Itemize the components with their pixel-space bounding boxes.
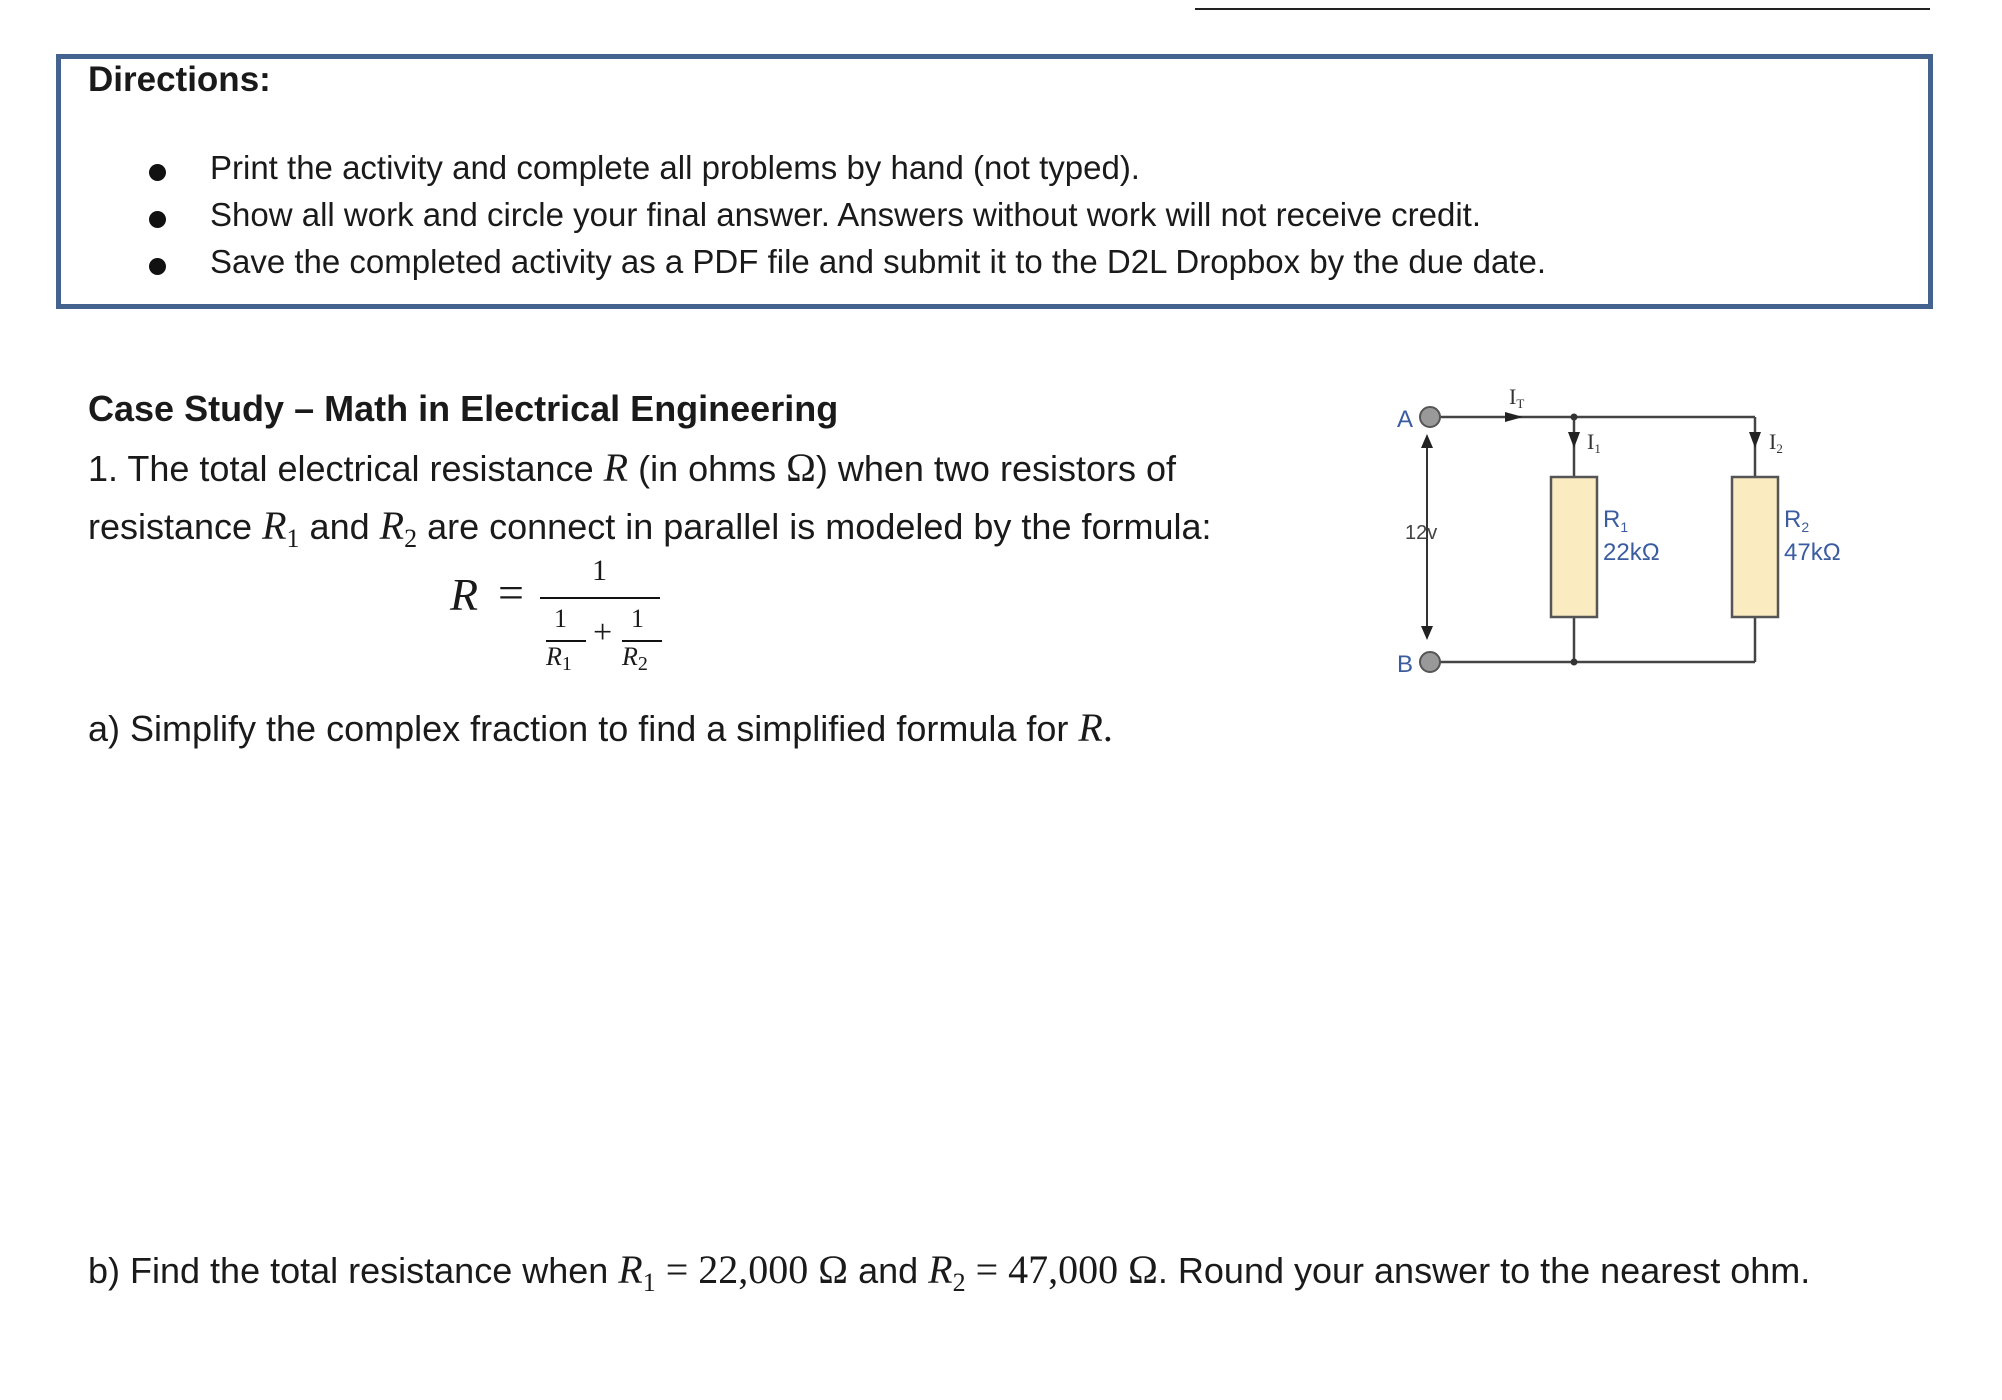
r2-label: $R_2$ <box>1784 506 1810 535</box>
r1-label: $R_1$ <box>1603 506 1629 535</box>
bullet-dot <box>149 211 166 228</box>
omega-symbol: Ω <box>786 445 816 490</box>
part-b-text: b) Find the total resistance when <box>88 1250 609 1291</box>
denominator-R1: $R_1$ <box>546 642 572 675</box>
period: . <box>1102 705 1113 750</box>
node-a-label: A <box>1397 406 1414 433</box>
problem-text: resistance <box>88 506 253 547</box>
formula-plus: + <box>593 614 613 651</box>
bullet-dot <box>149 258 166 275</box>
case-study-title: Case Study – Math in Electrical Engineering <box>88 388 839 429</box>
r2-value: 47kΩ <box>1784 539 1841 566</box>
current-arrow-down-icon <box>1568 432 1580 448</box>
problem-line-2 <box>88 502 1212 554</box>
math-var-R1: $R_1$ <box>262 503 300 553</box>
problem-text: are connect in parallel is modeled by the formula: <box>427 506 1212 547</box>
math-var-R2: $R_2$ <box>928 1247 966 1297</box>
directions-item: Print the activity and complete all problems by hand (not typed). <box>210 149 1140 186</box>
math-var-R: R <box>603 445 629 490</box>
part-b-text: and <box>858 1250 919 1291</box>
problem-line-1 <box>88 444 1176 491</box>
terminal-b-icon <box>1420 652 1440 672</box>
problem-number: 1. <box>88 448 119 489</box>
fraction-bar <box>540 597 660 599</box>
small-numerator: 1 <box>631 604 644 633</box>
junction-dot <box>1571 659 1578 666</box>
small-numerator: 1 <box>554 604 567 633</box>
parallel-circuit-diagram <box>1375 382 1905 687</box>
node-b-label: B <box>1397 651 1414 678</box>
junction-dot <box>1571 414 1578 421</box>
voltage-label: 12v <box>1405 522 1438 544</box>
directions-title: Directions: <box>88 60 271 99</box>
r1-value: 22kΩ <box>1603 539 1660 566</box>
resistor-r2 <box>1732 477 1778 617</box>
terminal-a-icon <box>1420 407 1440 427</box>
part-b-text: . Round your answer to the nearest ohm. <box>1157 1250 1811 1291</box>
parallel-resistance-formula <box>450 554 690 675</box>
voltage-arrow-up-icon <box>1421 434 1433 448</box>
current-arrow-down-icon <box>1749 432 1761 448</box>
voltage-arrow-down-icon <box>1421 626 1433 640</box>
resistor-r1 <box>1551 477 1597 617</box>
part-b <box>88 1246 1810 1298</box>
formula-numerator: 1 <box>592 554 607 587</box>
part-a-text: a) Simplify the complex fraction to find a simplified formula for <box>88 708 1069 749</box>
math-var-R: R <box>1078 705 1103 750</box>
bullet-dot <box>149 164 166 181</box>
denominator-R2: $R_2$ <box>622 642 648 675</box>
directions-item: Show all work and circle your final answer. Answers without work will not receive credit. <box>210 196 1482 233</box>
value-R1: = 22,000 Ω <box>665 1247 849 1292</box>
problem-text: (in ohms <box>638 448 777 489</box>
problem-text: The total electrical resistance <box>127 448 594 489</box>
part-a <box>88 704 1113 751</box>
formula-equals: = <box>498 567 524 618</box>
current-1-label: I1 <box>1587 429 1601 456</box>
current-total-label: IT <box>1509 384 1525 411</box>
math-var-R2: $R_2$ <box>379 503 418 553</box>
value-R2: = 47,000 Ω <box>975 1247 1158 1292</box>
current-2-label: I2 <box>1769 429 1783 456</box>
problem-text: ) when two resistors of <box>815 448 1176 489</box>
directions-item: Save the completed activity as a PDF file and submit it to the D2L Dropbox by the due date. <box>210 243 1547 280</box>
math-var-R1: $R_1$ <box>618 1247 656 1297</box>
group-name-underline <box>1195 8 1930 10</box>
current-arrow-right-icon <box>1505 412 1523 422</box>
formula-lhs: R <box>450 569 479 620</box>
problem-text: and <box>309 506 370 547</box>
